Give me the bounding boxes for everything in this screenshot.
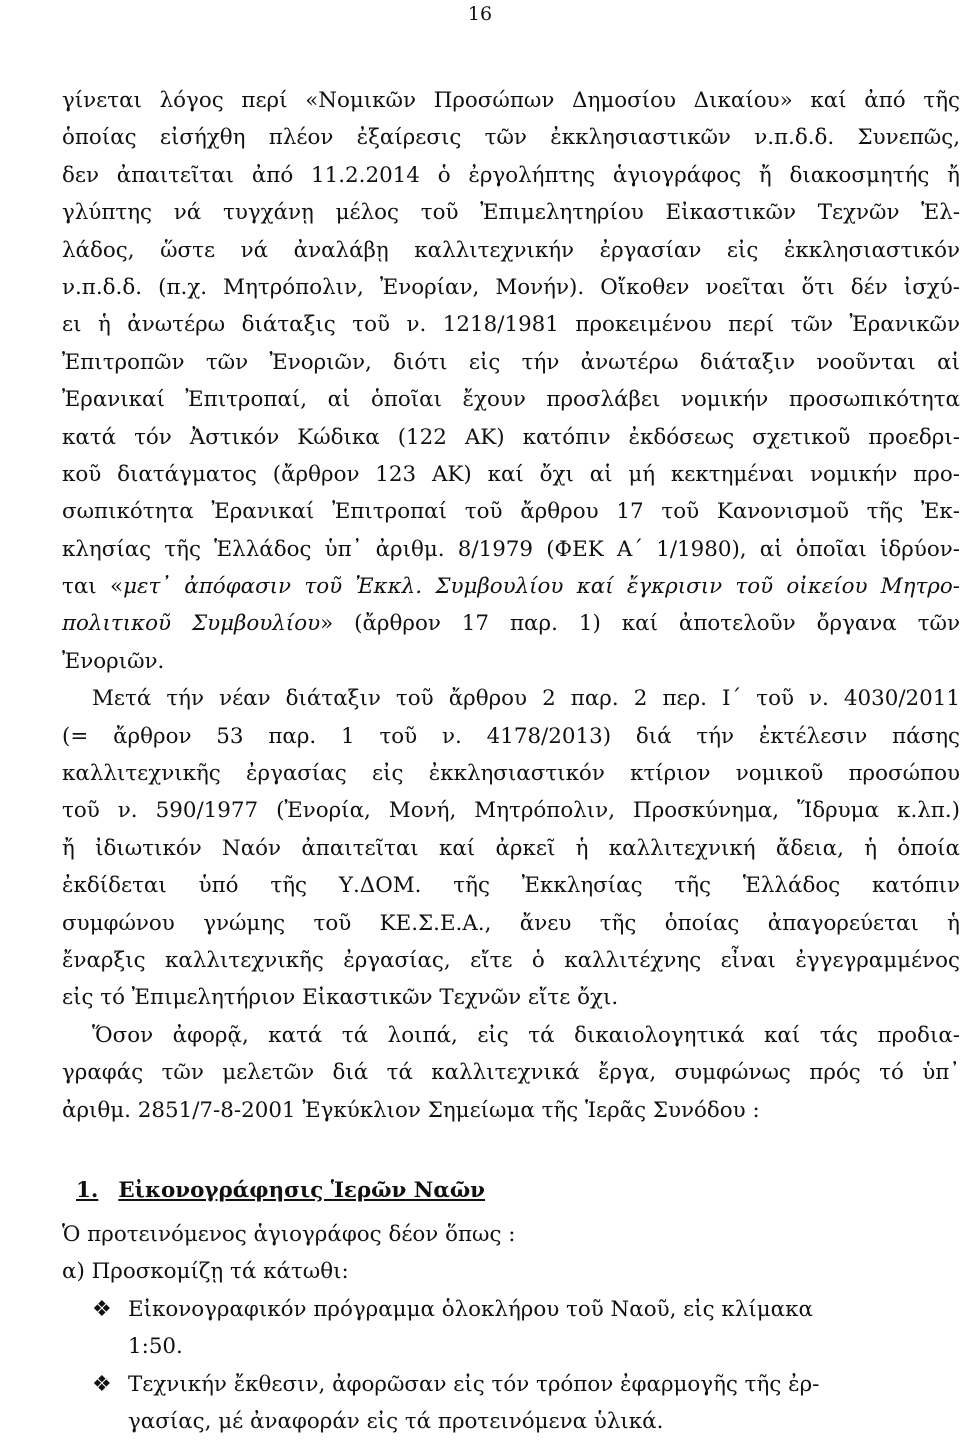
four-diamond-bullet-icon: ❖ (92, 1371, 112, 1397)
text-line (62, 568, 960, 605)
text-line: κατά τόν Ἀστικόν Κώδικα (122 ΑΚ) κατόπιν ἐκδόσεως σχετικοῦ προεδρι- (62, 424, 960, 450)
text-line: καλλιτεχνικῆς ἐργασίας εἰς ἐκκλησιαστικόν κτίριον νομικοῦ προσώπου (62, 761, 960, 787)
paragraph-2 (62, 680, 960, 1017)
list-item-a: α) Προσκομίζῃ τά κάτωθι: (62, 1259, 349, 1285)
text-line: (= ἄρθρον 53 παρ. 1 τοῦ ν. 4178/2013) διά τήν ἐκτέλεσιν πάσης (62, 723, 960, 749)
section-title: Εἰκονογράφησις Ἱερῶν Ναῶν (118, 1177, 486, 1203)
text-line (62, 605, 960, 642)
text-line: γραφάς τῶν μελετῶν διά τά καλλιτεχνικά ἔργα, συμφώνως πρός τό ὑπ᾽ (62, 1060, 960, 1086)
text-line: γίνεται λόγος περί «Νομικῶν Προσώπων Δημοσίου Δικαίου» καί ἀπό τῆς (62, 88, 960, 113)
text-line: σωπικότητα Ἐρανικαί Ἐπιτροπαί τοῦ ἄρθρου 17 τοῦ Κανονισμοῦ τῆς Ἐκ- (62, 499, 960, 525)
text-line: ει ἡ ἀνωτέρω διάταξις τοῦ ν. 1218/1981 προκειμένου περί τῶν Ἐρανικῶν (62, 312, 960, 338)
page-number: 16 (467, 3, 493, 25)
four-diamond-bullet-icon: ❖ (92, 1296, 112, 1322)
text-line: Μετά τήν νέαν διάταξιν τοῦ ἄρθρου 2 παρ. 2 περ. Ι΄ τοῦ ν. 4030/2011 (92, 686, 960, 712)
text-line: εἰς τό Ἐπιμελητήριον Εἰκαστικῶν Τεχνῶν εἴτε ὄχι. (62, 985, 619, 1011)
section-heading (62, 1169, 960, 1212)
paragraph-1 (62, 82, 960, 680)
page-body (62, 82, 960, 1440)
text-line: γλύπτης νά τυγχάνῃ μέλος τοῦ Ἐπιμελητηρίου Εἰκαστικῶν Τεχνῶν Ἑλ- (62, 200, 960, 226)
bullet-line (62, 1291, 960, 1328)
bullet-text: Εἰκονογραφικόν πρόγραμμα ὁλοκλήρου τοῦ Ναοῦ, εἰς κλίμακα (128, 1296, 813, 1322)
text-segment: » (ἄρθρον 17 παρ. 1) καί ἀποτελοῦν ὄργανα τῶν (320, 611, 960, 637)
text-line: Ἐπιτροπῶν τῶν Ἐνοριῶν, διότι εἰς τήν ἀνωτέρω διάταξιν νοοῦνται αἱ (62, 349, 960, 375)
text-line: Ἐρανικαί Ἐπιτροπαί, αἱ ὁποῖαι ἔχουν προσλάβει νομικήν προσωπικότητα (62, 387, 960, 413)
bullet-text: Τεχνικήν ἔκθεσιν, ἀφορῶσαν εἰς τόν τρόπον ἐφαρμογῆς τῆς ἐρ- (128, 1371, 820, 1397)
text-line: Ὅσον ἀφορᾷ, κατά τά λοιπά, εἰς τά δικαιολογητικά καί τάς προδια- (92, 1022, 960, 1048)
text-line: Ἐνοριῶν. (62, 648, 165, 674)
text-line: τοῦ ν. 590/1977 (Ἐνορία, Μονή, Μητρόπολιν, Προσκύνημα, Ἵδρυμα κ.λπ.) (62, 798, 960, 824)
text-line: ἔναρξις καλλιτεχνικῆς ἐργασίας, εἴτε ὁ καλλιτέχνης εἶναι ἐγγεγραμμένος (62, 947, 960, 973)
text-line: κοῦ διατάγματος (ἄρθρον 123 ΑΚ) καί ὄχι αἱ μή κεκτημέναι νομικήν προ- (62, 461, 960, 487)
text-line: δεν ἀπαιτεῖται ἀπό 11.2.2014 ὁ ἐργολήπτης ἁγιογράφος ἤ διακοσμητής ἤ (62, 162, 960, 188)
italic-quote: πολιτικοῦ Συμβουλίου (62, 611, 321, 637)
text-line: συμφώνου γνώμης τοῦ ΚΕ.Σ.Ε.Α., ἄνευ τῆς ὁποίας ἀπαγορεύεται ἡ (62, 910, 960, 936)
text-line: λάδος, ὥστε νά ἀναλάβῃ καλλιτεχνικήν ἐργασίαν εἰς ἐκκλησιαστικόν (62, 237, 960, 263)
text-line: κλησίας τῆς Ἑλλάδος ὑπ᾽ ἀριθμ. 8/1979 (ΦΕΚ Α΄ 1/1980), αἱ ὁποῖαι ἱδρύον- (62, 536, 960, 562)
section-intro: Ὁ προτεινόμενος ἁγιογράφος δέον ὅπως : (62, 1221, 516, 1247)
text-line: ν.π.δ.δ. (π.χ. Μητρόπολιν, Ἐνορίαν, Μονήν). Οἴκοθεν νοεῖται ὅτι δέν ἰσχύ- (62, 274, 960, 300)
bullet-item (62, 1291, 960, 1366)
text-line: ἐκδίδεται ὑπό τῆς Υ.ΔΟΜ. τῆς Ἐκκλησίας τῆς Ἑλλάδος κατόπιν (62, 873, 960, 899)
text-line: ἀριθμ. 2851/7-8-2001 Ἐγκύκλιον Σημείωμα τῆς Ἱερᾶς Συνόδου : (62, 1097, 760, 1123)
bullet-text: γασίας, μέ ἀναφοράν εἰς τά προτεινόμενα ὑλικά. (128, 1408, 664, 1434)
italic-quote: μετ᾽ ἀπόφασιν τοῦ Ἐκκλ. Συμβουλίου καί ἔγκρισιν τοῦ οἰκείου Μητρο- (123, 574, 960, 600)
text-line: ὁποίας εἰσήχθη πλέον ἐξαίρεσις τῶν ἐκκλησιαστικῶν ν.π.δ.δ. Συνεπῶς, (62, 125, 960, 151)
text-segment: ται « (62, 574, 124, 600)
bullet-item (62, 1366, 960, 1441)
section-number: 1. (76, 1177, 99, 1203)
bullet-text: 1:50. (128, 1334, 183, 1360)
paragraph-3 (62, 1017, 960, 1129)
bullet-line (62, 1366, 960, 1403)
text-line: ἤ ἰδιωτικόν Ναόν ἀπαιτεῖται καί ἀρκεῖ ἡ καλλιτεχνική ἄδεια, ἡ ὁποία (62, 835, 960, 861)
